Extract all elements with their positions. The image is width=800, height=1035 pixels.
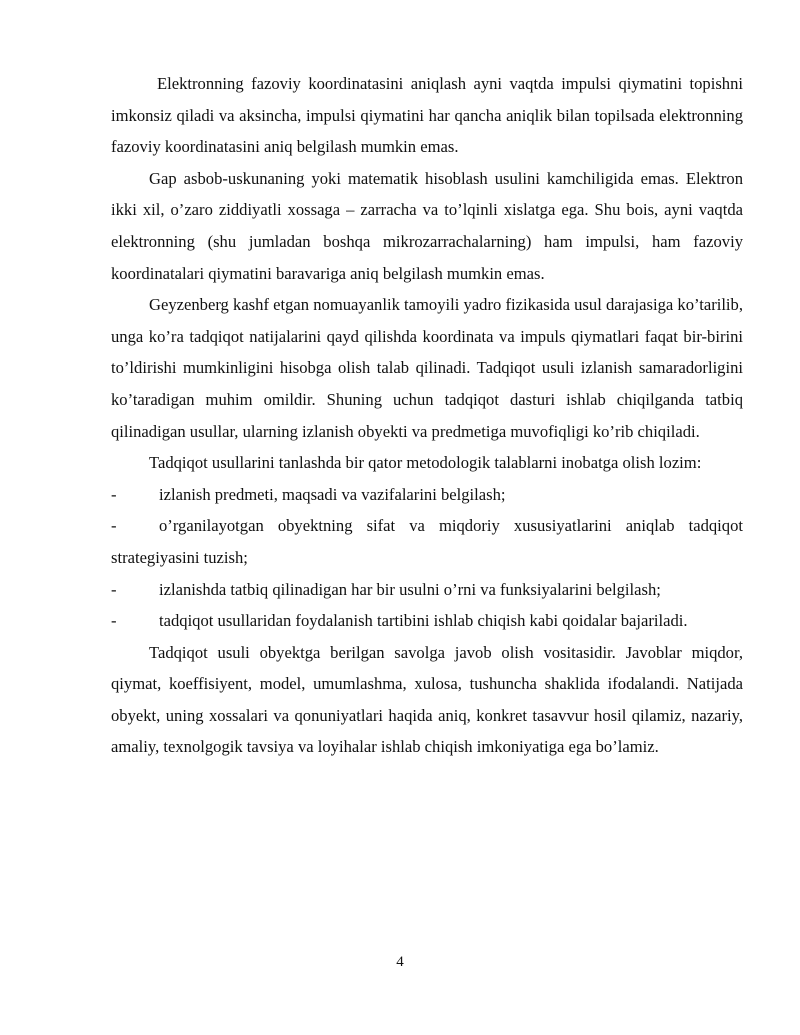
paragraph-2: Gap asbob-uskunaning yoki matematik hisoblash usulini kamchiligida emas. Elektron ikki xil, o’zaro ziddiyatli xossaga – zarracha va to’lqinli xislatga ega. Shu bois, ayni vaqtda elektronning (shu jumladan boshqa mikrozarrachalarning) ham impulsi, ham fazoviy koordinatalari qiymatini baravariga aniq belgilash mumkin emas. (111, 168, 743, 283)
closing-paragraph: Tadqiqot usuli obyektga berilgan savolga javob olish vositasidir. Javoblar miqdor, qiymat, koeffisiyent, model, umumlashma, xulosa, tushuncha shaklida ifodalandi. Natijada obyekt, uning xossalari va qonuniyatlari haqida aniq, konkret tasavvur hosil qilamiz, nazariy, amaliy, texnolgogik tavsiya va loyihalar ishlab chiqish imkoniyatiga ega bo’lamiz. (111, 642, 743, 757)
list-item (111, 479, 743, 511)
list-item-text: o’rganilayotgan obyektning sifat va miqdoriy xususiyatlarini aniqlab tadqiqot strategiyasini tuzish; (111, 516, 743, 567)
paragraph-4: Tadqiqot usullarini tanlashda bir qator metodologik talablarni inobatga olish lozim: (149, 453, 702, 473)
list-item-text: tadqiqot usullaridan foydalanish tartibini ishlab chiqish kabi qoidalar bajariladi. (159, 611, 688, 631)
paragraph-3: Geyzenberg kashf etgan nomuayanlik tamoyili yadro fizikasida usul darajasiga ko’tarilib, unga ko’ra tadqiqot natijalarini qayd qilishda koordinata va impuls qiymatlari faqat bir-birini to’ldirishi mumkinligini hisobga olish talab qilinadi. Tadqiqot usuli izlanish samaradorligini ko’taradigan muhim omildir. Shuning uchun tadqiqot dasturi ishlab chiqilganda tatbiq qilinadigan usullar, ularning izlanish obyekti va predmetiga muvofiqligi ko’rib chiqiladi. (111, 295, 743, 441)
list-dash: - (111, 516, 117, 536)
list-item (111, 510, 743, 573)
list-dash: - (111, 579, 117, 599)
document-body (111, 68, 743, 763)
list-item-text: izlanish predmeti, maqsadi va vazifalarini belgilash; (159, 484, 506, 504)
paragraph-1: Elektronning fazoviy koordinatasini aniqlash ayni vaqtda impulsi qiymatini topishni imkonsiz qiladi va aksincha, impulsi qiymatini har qancha aniqlik bilan topilsada elektronning fazoviy koordinatasini aniq belgilash mumkin emas. (111, 74, 743, 157)
list-item (111, 574, 743, 606)
list-dash: - (111, 611, 117, 631)
list-item (111, 605, 743, 637)
list-dash: - (111, 484, 117, 504)
page-number: 4 (396, 954, 404, 970)
list-item-text: izlanishda tatbiq qilinadigan har bir usulni o’rni va funksiyalarini belgilash; (159, 579, 661, 599)
